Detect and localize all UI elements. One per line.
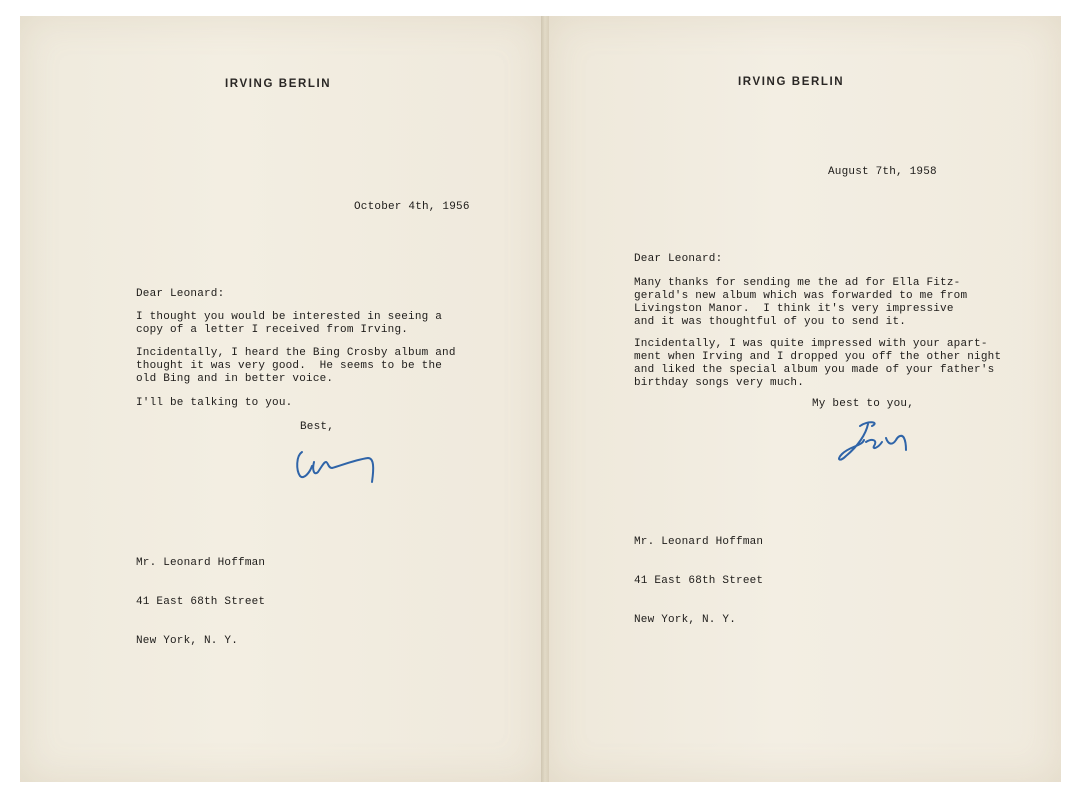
salutation-right: Dear Leonard:	[634, 253, 723, 265]
closing-right: My best to you,	[812, 398, 915, 410]
right-letter-sheet	[547, 16, 1061, 782]
address-right-line-2: 41 East 68th Street	[634, 575, 764, 587]
letterhead-right: IRVING BERLIN	[738, 76, 845, 88]
date-right: August 7th, 1958	[828, 166, 937, 178]
closing-left: Best,	[300, 421, 335, 433]
paragraph-right-2: Incidentally, I was quite impressed with your apart- ment when Irving and I dropped you off the other night and liked the special album you made of your father's birthday songs very much.	[634, 338, 1002, 389]
signature-left	[288, 446, 380, 490]
address-right-line-1: Mr. Leonard Hoffman	[634, 536, 764, 548]
address-right-line-3: New York, N. Y.	[634, 614, 737, 626]
letterhead-left: IRVING BERLIN	[225, 78, 332, 90]
salutation-left: Dear Leonard:	[136, 288, 225, 300]
signature-right	[832, 416, 918, 466]
address-right	[634, 510, 763, 640]
paragraph-left-2: Incidentally, I heard the Bing Crosby album and thought it was very good. He seems to be the old Bing and in better voice.	[136, 347, 456, 385]
address-left	[136, 531, 265, 661]
date-left: October 4th, 1956	[354, 201, 470, 213]
address-left-line-2: 41 East 68th Street	[136, 596, 266, 608]
paragraph-left-1: I thought you would be interested in seeing a copy of a letter I received from Irving.	[136, 311, 443, 336]
address-left-line-3: New York, N. Y.	[136, 635, 239, 647]
paragraph-right-1: Many thanks for sending me the ad for Ella Fitz- gerald's new album which was forwarded to me from Livingston Manor. I think it's very impressive and it was thoughtful of you to send it.	[634, 277, 968, 328]
page-divider	[541, 16, 549, 782]
address-left-line-1: Mr. Leonard Hoffman	[136, 557, 266, 569]
paragraph-left-3: I'll be talking to you.	[136, 397, 293, 409]
